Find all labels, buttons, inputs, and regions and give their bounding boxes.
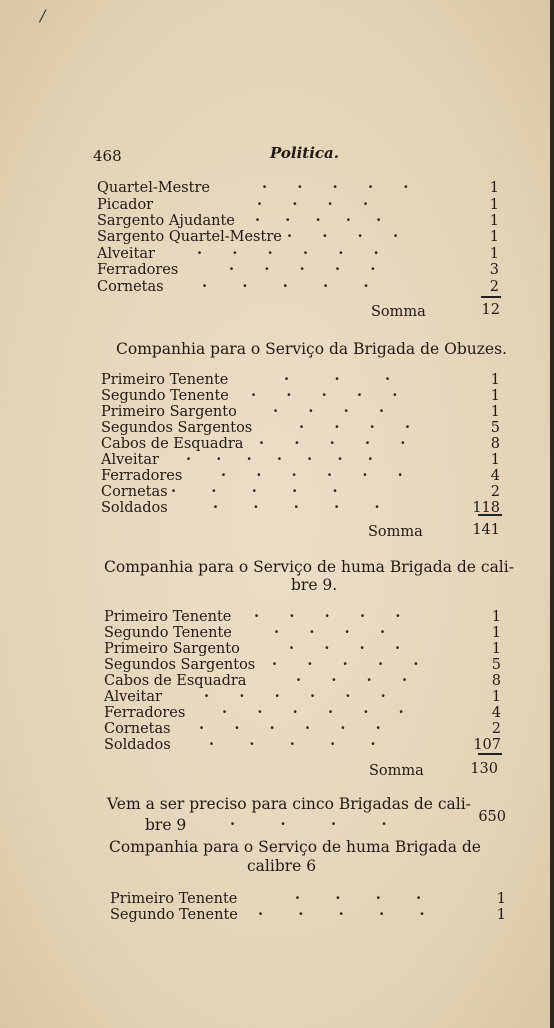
running-title: Politica. <box>270 144 339 162</box>
sum-rule <box>478 753 502 755</box>
total-value: 650 <box>478 809 506 825</box>
row-value: 5 <box>491 657 501 673</box>
pen-mark: / <box>40 6 46 25</box>
row-label: Cabos de Esquadra <box>101 436 244 452</box>
leader-dots: · · · · <box>274 624 386 641</box>
row-value: 1 <box>489 229 499 245</box>
row-value: 1 <box>489 180 499 196</box>
leader-dots: · · · · <box>287 228 399 245</box>
row-label: Cabos de Esquadra <box>104 673 247 689</box>
leader-dots: · · · · <box>299 419 411 436</box>
row-value: 1 <box>489 213 499 229</box>
leader-dots: · · · · <box>257 196 369 213</box>
leader-dots: · · · · · <box>255 212 382 229</box>
row-value: 1 <box>490 452 500 468</box>
row-value: 1 <box>491 625 501 641</box>
row-label: Segundo Tenente <box>110 907 238 923</box>
section-heading-line2: bre 9. <box>291 576 338 594</box>
row-label: Segundos Sargentos <box>101 420 253 436</box>
row-value: 4 <box>491 705 501 721</box>
row-value: 1 <box>489 246 499 262</box>
row-value: 4 <box>490 468 500 484</box>
row-label: Primeiro Tenente <box>104 609 232 625</box>
row-value: 1 <box>491 609 501 625</box>
leader-dots: · · · · · · · <box>186 451 373 468</box>
leader-dots: · · · · · <box>262 179 409 196</box>
section-heading-line1: Companhia para o Serviço de huma Brigada de <box>109 838 481 856</box>
total-text-line2: bre 9 <box>145 816 187 834</box>
leader-dots: · · · · · · <box>221 467 403 484</box>
row-value: 1 <box>490 372 500 388</box>
row-label: Sargento Ajudante <box>97 213 235 229</box>
somma-label: Somma <box>368 524 423 540</box>
row-label: Segundo Tenente <box>101 388 229 404</box>
total-text-line1: Vem a ser preciso para cinco Brigadas de cali- <box>107 795 471 813</box>
row-label: Alveitar <box>101 452 159 468</box>
row-label: Picador <box>97 197 154 213</box>
section-heading-line2: calibre 6 <box>247 857 317 875</box>
row-value: 1 <box>490 404 500 420</box>
leader-dots: · · · · · <box>202 278 369 295</box>
sum-rule <box>478 514 502 516</box>
row-label: Alveitar <box>104 689 162 705</box>
leader-dots: · · · <box>284 371 391 388</box>
leader-dots: · · · · <box>289 640 401 657</box>
row-value: 5 <box>490 420 500 436</box>
row-label: Cornetas <box>104 721 171 737</box>
row-value: 2 <box>490 484 500 500</box>
leader-dots: · · · · · <box>213 499 380 516</box>
section-heading: Companhia para o Serviço da Brigada de Obuzes. <box>116 340 507 358</box>
leader-dots: · · · · · <box>229 261 376 278</box>
row-label: Ferradores <box>101 468 183 484</box>
somma-label: Somma <box>369 763 424 779</box>
sum-rule <box>481 296 501 298</box>
leader-dots: · · · · · <box>258 906 425 923</box>
row-value: 2 <box>491 721 501 737</box>
row-value: 3 <box>489 262 499 278</box>
row-value: 8 <box>490 436 500 452</box>
row-label: Segundos Sargentos <box>104 657 256 673</box>
row-label: Primeiro Sargento <box>101 404 237 420</box>
row-value: 8 <box>491 673 501 689</box>
row-value: 1 <box>496 907 506 923</box>
leader-dots: · · · · · <box>171 483 338 500</box>
section-heading-line1: Companhia para o Serviço de huma Brigada de cali- <box>104 558 514 576</box>
row-label: Primeiro Tenente <box>110 891 238 907</box>
row-label: Ferradores <box>97 262 179 278</box>
row-value: 118 <box>472 500 500 516</box>
row-label: Ferradores <box>104 705 186 721</box>
leader-dots: · · · · · · <box>199 720 381 737</box>
page-number: 468 <box>93 147 122 165</box>
row-value: 1 <box>490 388 500 404</box>
leader-dots: · · · · · · <box>197 245 379 262</box>
leader-dots: · · · · · <box>259 435 406 452</box>
leader-dots: · · · · · <box>209 736 376 753</box>
somma-value: 141 <box>472 522 500 538</box>
row-label: Alveitar <box>97 246 155 262</box>
row-label: Segundo Tenente <box>104 625 232 641</box>
leader-dots: · · · · · <box>254 608 401 625</box>
leader-dots: · · · · · <box>251 387 398 404</box>
leader-dots: · · · · <box>295 890 422 907</box>
row-value: 107 <box>473 737 501 753</box>
row-value: 1 <box>491 689 501 705</box>
row-value: 1 <box>489 197 499 213</box>
row-value: 1 <box>491 641 501 657</box>
row-label: Cornetas <box>97 279 164 295</box>
somma-value: 130 <box>470 761 498 777</box>
leader-dots: · · · · <box>230 816 387 833</box>
row-label: Soldados <box>104 737 171 753</box>
row-value: 2 <box>489 279 499 295</box>
somma-label: Somma <box>371 304 426 320</box>
row-label: Soldados <box>101 500 168 516</box>
row-label: Quartel-Mestre <box>97 180 210 196</box>
leader-dots: · · · · <box>296 672 408 689</box>
leader-dots: · · · · · · <box>204 688 386 705</box>
leader-dots: · · · · · <box>272 656 419 673</box>
row-label: Cornetas <box>101 484 168 500</box>
somma-value: 12 <box>481 302 500 318</box>
leader-dots: · · · · · · <box>222 704 404 721</box>
leader-dots: · · · · <box>273 403 385 420</box>
row-label: Primeiro Sargento <box>104 641 240 657</box>
row-value: 1 <box>496 891 506 907</box>
row-label: Sargento Quartel-Mestre <box>97 229 282 245</box>
row-label: Primeiro Tenente <box>101 372 229 388</box>
